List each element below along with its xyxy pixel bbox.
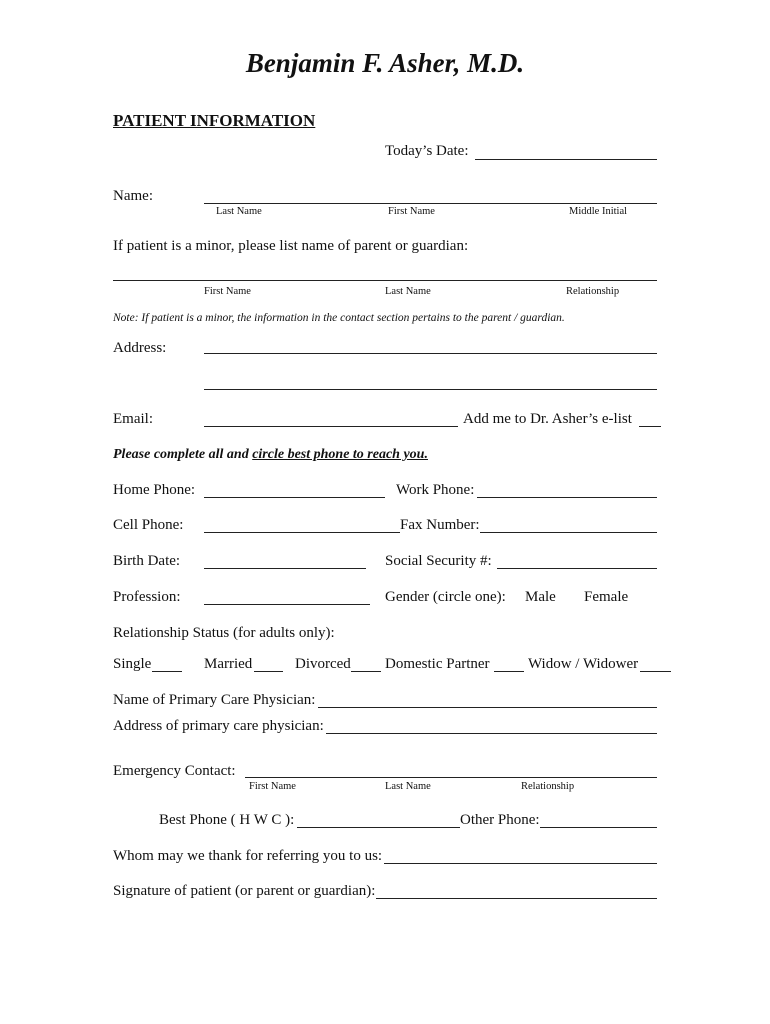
email-field[interactable] [204, 426, 458, 427]
relationship-single-label: Single [113, 656, 152, 672]
guardian-first-caption: First Name [204, 286, 251, 297]
gender-option-female[interactable]: Female [584, 589, 629, 605]
elist-checkbox[interactable] [639, 426, 661, 427]
relationship-married-field[interactable] [254, 671, 283, 672]
elist-label: Add me to Dr. Asher’s e-list [463, 411, 632, 427]
profession-label: Profession: [113, 589, 181, 605]
guardian-relationship-caption: Relationship [566, 286, 620, 297]
work-phone-label: Work Phone: [396, 482, 475, 498]
relationship-domestic-field[interactable] [494, 671, 524, 672]
minor-note: Note: If patient is a minor, the information in the contact section pertains to the parent / guardian. [113, 312, 565, 324]
ssn-field[interactable] [497, 568, 657, 569]
relationship-widow-label: Widow / Widower [528, 656, 639, 672]
todays-date-field[interactable] [475, 159, 657, 160]
referral-field[interactable] [384, 863, 657, 864]
signature-field[interactable] [376, 898, 657, 899]
email-label: Email: [113, 411, 153, 427]
relationship-status-label: Relationship Status (for adults only): [113, 625, 335, 641]
fax-number-label: Fax Number: [400, 517, 480, 533]
phone-instruction-text: Please complete all and [113, 447, 253, 462]
address-label: Address: [113, 340, 167, 356]
phone-instruction-emphasis: circle best phone to reach you. [252, 447, 428, 462]
home-phone-field[interactable] [204, 497, 385, 498]
cell-phone-field[interactable] [204, 532, 400, 533]
relationship-domestic-label: Domestic Partner [385, 656, 490, 672]
guardian-label: If patient is a minor, please list name of parent or guardian: [113, 238, 469, 254]
relationship-widow-field[interactable] [640, 671, 671, 672]
guardian-field[interactable] [113, 280, 657, 281]
physician-address-label: Address of primary care physician: [113, 718, 324, 734]
cell-phone-label: Cell Phone: [113, 517, 184, 533]
home-phone-label: Home Phone: [113, 482, 196, 498]
physician-name-label: Name of Primary Care Physician: [113, 692, 316, 708]
work-phone-field[interactable] [477, 497, 657, 498]
best-phone-field[interactable] [297, 827, 460, 828]
gender-option-male[interactable]: Male [525, 589, 556, 605]
relationship-divorced-field[interactable] [351, 671, 381, 672]
profession-field[interactable] [204, 604, 370, 605]
gender-label: Gender (circle one): [385, 589, 506, 605]
address-line-1[interactable] [204, 353, 657, 354]
other-phone-field[interactable] [540, 827, 657, 828]
todays-date-label: Today’s Date: [385, 143, 469, 159]
guardian-last-caption: Last Name [385, 286, 431, 297]
name-first-caption: First Name [388, 206, 435, 217]
fax-number-field[interactable] [480, 532, 657, 533]
physician-name-field[interactable] [318, 707, 657, 708]
relationship-single-field[interactable] [152, 671, 182, 672]
best-phone-label: Best Phone ( H W C ): [159, 812, 295, 828]
emergency-relationship-caption: Relationship [521, 781, 575, 792]
signature-label: Signature of patient (or parent or guardian): [113, 883, 376, 899]
name-field[interactable] [204, 203, 657, 204]
name-middle-caption: Middle Initial [569, 206, 628, 217]
name-last-caption: Last Name [216, 206, 262, 217]
address-line-2[interactable] [204, 389, 657, 390]
physician-address-field[interactable] [326, 733, 657, 734]
relationship-married-label: Married [204, 656, 253, 672]
phone-instruction [113, 447, 428, 463]
emergency-first-caption: First Name [249, 781, 296, 792]
ssn-label: Social Security #: [385, 553, 492, 569]
relationship-divorced-label: Divorced [295, 656, 351, 672]
emergency-contact-label: Emergency Contact: [113, 763, 236, 779]
page-title: Benjamin F. Asher, M.D. [245, 48, 525, 78]
birth-date-label: Birth Date: [113, 553, 181, 569]
emergency-contact-field[interactable] [245, 777, 657, 778]
birth-date-field[interactable] [204, 568, 366, 569]
emergency-last-caption: Last Name [385, 781, 431, 792]
other-phone-label: Other Phone: [460, 812, 540, 828]
referral-label: Whom may we thank for referring you to us: [113, 848, 383, 864]
name-label: Name: [113, 188, 153, 204]
section-heading: PATIENT INFORMATION [113, 111, 316, 130]
